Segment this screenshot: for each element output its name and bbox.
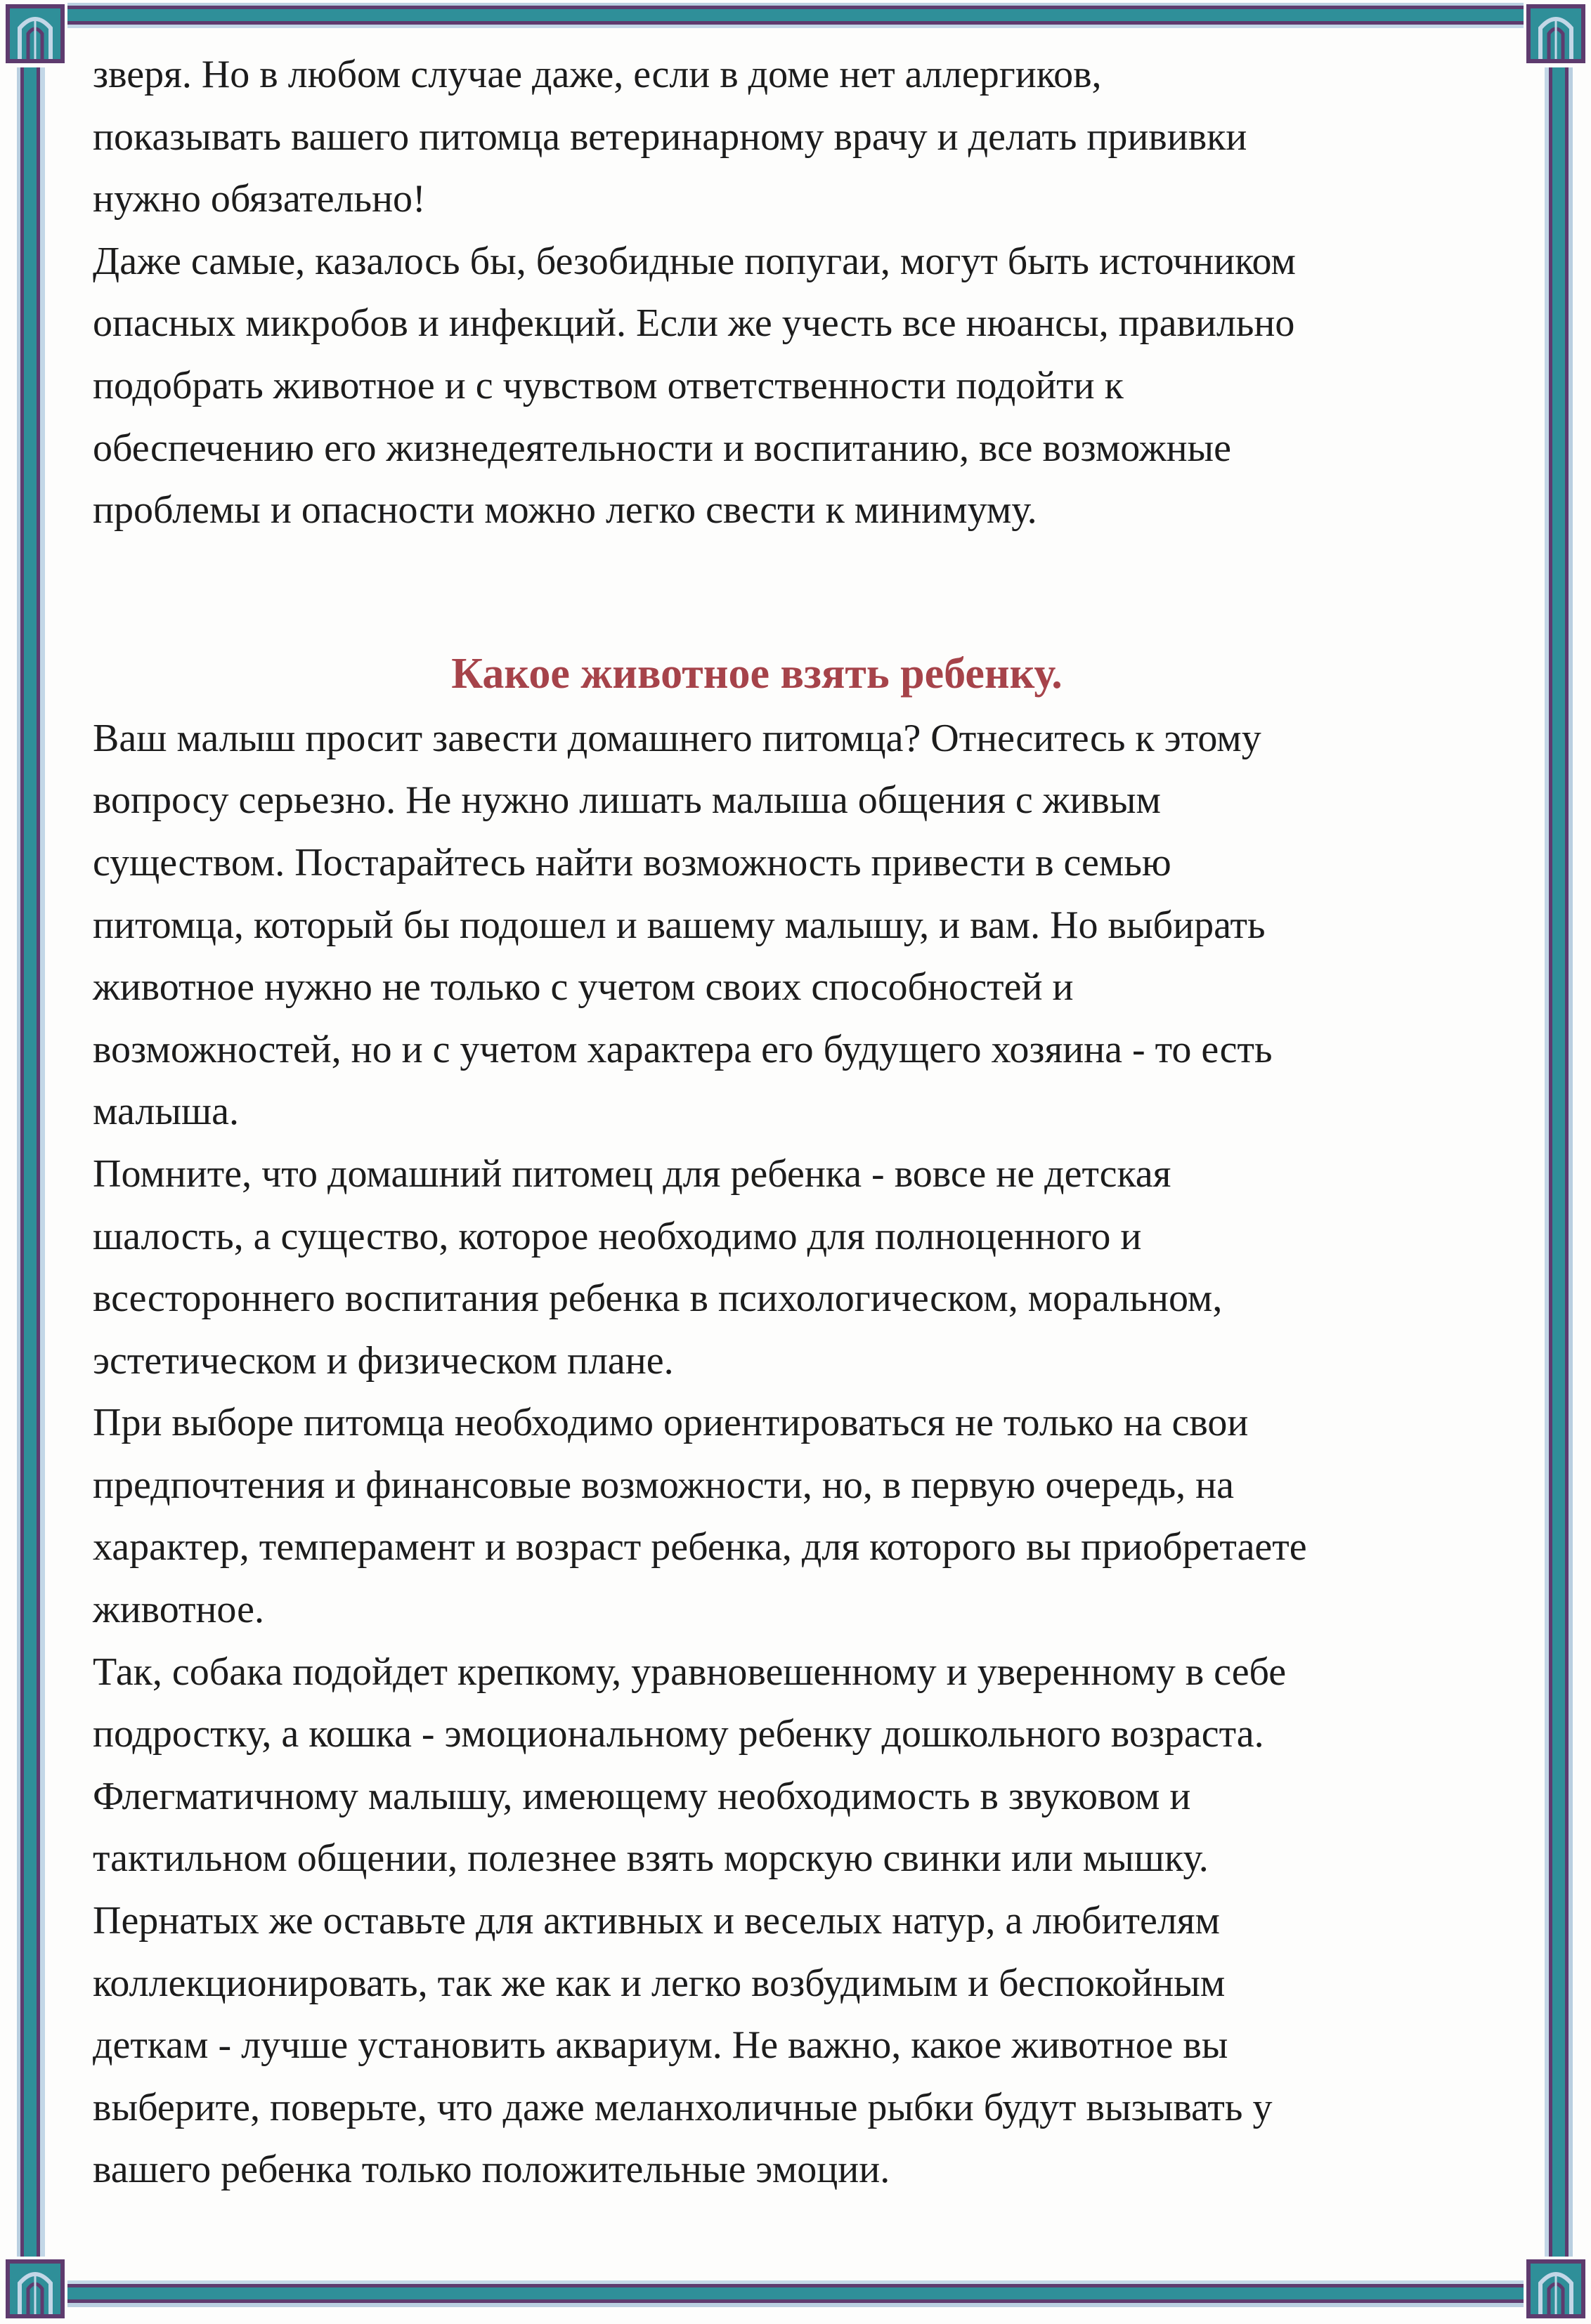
frame-left-border	[14, 0, 51, 2324]
corner-ornament-icon	[1524, 2257, 1591, 2324]
section-paragraph-3: При выборе питомца необходимо ориентироваться не только на свои предпочтения и финансовые возможности, но, в первую очередь, на характер, темперамент и возраст ребенка, для которого вы приобретаете животное.	[93, 1401, 1307, 1632]
section-heading: Какое животное взять ребенку.	[451, 649, 1063, 698]
document-body	[93, 44, 1547, 2201]
intro-paragraph-2: Даже самые, казалось бы, безобидные попугаи, могут быть источником опасных микробов и инфекций. Если же учесть все нюансы, правильно подобрать животное и с чувством ответственности подойти к обеспечению его жизнедеятельности и воспитанию, все возможные проблемы и опасности можно легко свести к минимуму.	[93, 239, 1296, 533]
corner-ornament-icon	[0, 2257, 67, 2324]
frame-top-border	[42, 0, 1549, 37]
section-paragraph-2: Помните, что домашний питомец для ребенка - вовсе не детская шалость, а существо, которое необходимо для полноценного и всестороннего воспитания ребенка в психологическом, моральном, эстетическом и физическом плане.	[93, 1151, 1223, 1383]
intro-paragraph-1: зверя. Но в любом случае даже, если в доме нет аллергиков, показывать вашего питомца ветеринарному врачу и делать прививки нужно обязательно!	[93, 53, 1247, 221]
corner-ornament-icon	[0, 0, 67, 67]
section-paragraph-1: Ваш малыш просит завести домашнего питомца? Отнеситесь к этому вопросу серьезно. Не нужно лишать малыша общения с живым существом. Постарайтесь найти возможность привести в семью питомца, который бы подошел и вашему малышу, и вам. Но выбирать животное нужно не только с учетом своих способностей и возможностей, но и с учетом характера его будущего хозяина - то есть малыша.	[93, 716, 1273, 1134]
frame-bottom-border	[42, 2276, 1549, 2313]
section-paragraph-4: Так, собака подойдет крепкому, уравновешенному и уверенному в себе подростку, а кошка - эмоциональному ребенку дошкольного возраста. Флегматичному малышу, имеющему необходимость в звуковом и тактильном общении, полезнее взять морскую свинки или мышку. Пернатых же оставьте для активных и веселых натур, а любителям коллекционировать, так же как и легко возбудимым и беспокойным деткам - лучше установить аквариум. Не важно, какое животное вы выберите, поверьте, что даже меланхоличные рыбки будут вызывать у вашего ребенка только положительные эмоции.	[93, 1650, 1287, 2192]
